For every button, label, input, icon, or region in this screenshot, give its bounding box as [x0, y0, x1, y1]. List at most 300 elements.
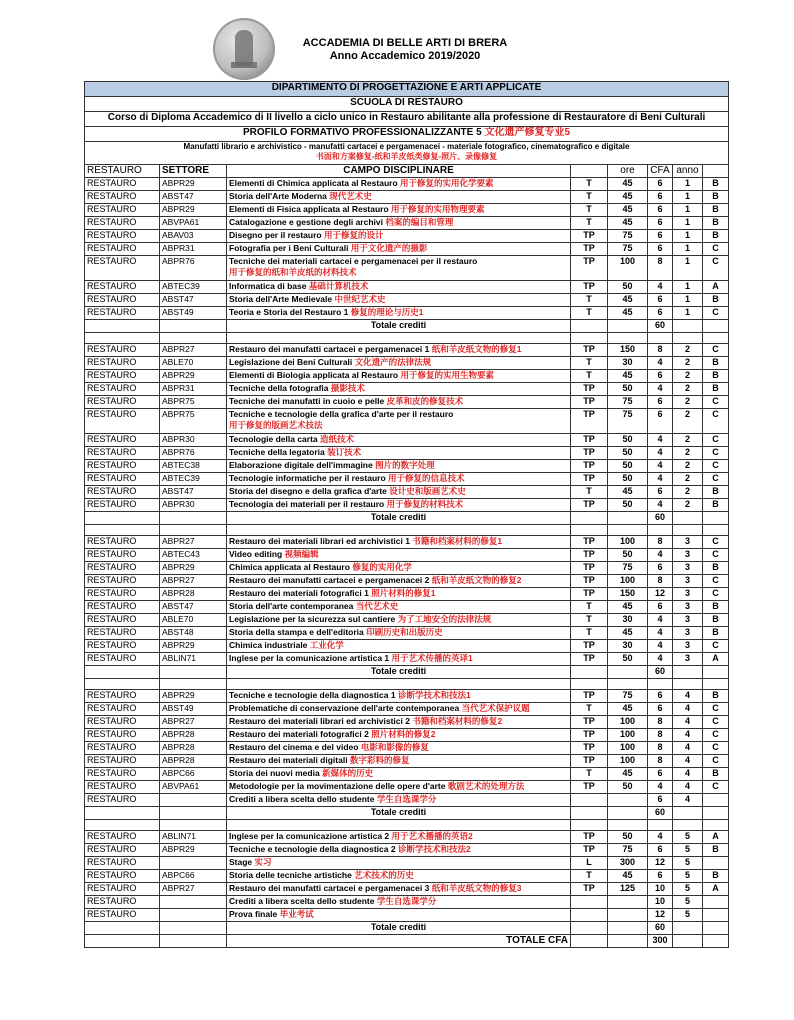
fascia-cell: [703, 857, 729, 870]
course-row: [85, 370, 729, 383]
profile-title-it: PROFILO FORMATIVO PROFESSIONALIZZANTE 5: [242, 127, 482, 138]
fascia-cell: B: [703, 217, 729, 230]
area-cell: RESTAURO: [85, 729, 160, 742]
campo-cn: 毕业考试: [279, 909, 314, 919]
spacer-row: [85, 333, 729, 344]
fascia-cell: C: [703, 396, 729, 409]
ore-cell: 300: [608, 857, 648, 870]
campo-cell: [227, 294, 571, 307]
settore-cell: ABPR27: [160, 575, 227, 588]
ore-cell: 45: [608, 870, 648, 883]
area-cell: RESTAURO: [85, 844, 160, 857]
campo-it: Stage: [229, 857, 253, 867]
cfa-cell: 6: [648, 703, 673, 716]
settore-cell: [160, 896, 227, 909]
campo-cn: 摄影技术: [330, 383, 365, 393]
cfa-cell: 6: [648, 307, 673, 320]
anno-cell: 3: [673, 653, 703, 666]
campo-cn: 用于修复的设计: [323, 230, 384, 240]
fascia-cell: C: [703, 703, 729, 716]
area-cell: RESTAURO: [85, 601, 160, 614]
campo-cell: [227, 383, 571, 396]
year-total-row: [85, 512, 729, 525]
tipo-cell: TP: [571, 549, 608, 562]
campo-cn: 档案的编目和管理: [385, 217, 454, 227]
year-total-row: [85, 320, 729, 333]
campo-it: Restauro dei materiali fotografici 1: [229, 588, 369, 598]
empty-cell: [160, 666, 227, 679]
cfa-cell: 4: [648, 357, 673, 370]
settore-cell: ABPR27: [160, 536, 227, 549]
campo-cn: 设计史和版画艺术史: [389, 486, 466, 496]
campo-cell: [227, 716, 571, 729]
total-value: 60: [648, 666, 673, 679]
settore-cell: ABLIN71: [160, 653, 227, 666]
campo-cn: 纸和羊皮纸文物的修复3: [431, 883, 522, 893]
campo-it: Crediti a libera scelta dello studente: [229, 794, 375, 804]
area-cell: RESTAURO: [85, 909, 160, 922]
campo-cell: [227, 653, 571, 666]
campo-cell: [227, 307, 571, 320]
empty-cell: [673, 333, 703, 344]
empty-cell: [227, 679, 571, 690]
course-row: [85, 844, 729, 857]
column-header-row: [85, 165, 729, 178]
ore-cell: 50: [608, 549, 648, 562]
campo-it: Crediti a libera scelta dello studente: [229, 896, 375, 906]
campo-cell: [227, 191, 571, 204]
ore-cell: 45: [608, 204, 648, 217]
cfa-cell: 6: [648, 230, 673, 243]
campo-it: Storia dell'Arte Medievale: [229, 294, 333, 304]
empty-cell: [160, 807, 227, 820]
empty-cell: [703, 820, 729, 831]
empty-cell: [648, 820, 673, 831]
campo-cn: 学生自选课学分: [376, 896, 437, 906]
settore-cell: ABPR28: [160, 729, 227, 742]
empty-cell: [160, 820, 227, 831]
empty-cell: [160, 320, 227, 333]
campo-it: Tecnologia dei materiali per il restauro: [229, 499, 385, 509]
ore-cell: 100: [608, 742, 648, 755]
area-cell: RESTAURO: [85, 307, 160, 320]
fascia-cell: C: [703, 640, 729, 653]
tipo-cell: T: [571, 627, 608, 640]
course-title: Corso di Diploma Accademico di II livello a ciclo unico in Restauro abilitante alla professione di Restauratore di Beni Culturali: [85, 112, 729, 127]
campo-cell: [227, 896, 571, 909]
fascia-cell: B: [703, 178, 729, 191]
tipo-cell: TP: [571, 473, 608, 486]
total-label: Totale crediti: [227, 807, 571, 820]
curriculum-table: [84, 81, 729, 948]
empty-cell: [227, 525, 571, 536]
cfa-cell: 12: [648, 588, 673, 601]
campo-cell: [227, 243, 571, 256]
anno-cell: 3: [673, 601, 703, 614]
tipo-cell: TP: [571, 409, 608, 434]
ore-cell: 100: [608, 755, 648, 768]
campo-cn: 用于艺术播播的英语2: [391, 831, 473, 841]
course-row: [85, 294, 729, 307]
tipo-cell: TP: [571, 653, 608, 666]
course-row: [85, 383, 729, 396]
area-cell: RESTAURO: [85, 178, 160, 191]
campo-it: Catalogazione e gestione degli archivi: [229, 217, 383, 227]
anno-cell: 4: [673, 794, 703, 807]
empty-cell: [85, 820, 160, 831]
year-total-row: [85, 807, 729, 820]
ore-cell: 50: [608, 434, 648, 447]
fascia-cell: A: [703, 281, 729, 294]
spacer-row: [85, 820, 729, 831]
anno-cell: 2: [673, 460, 703, 473]
campo-cell: [227, 344, 571, 357]
profile-title: [85, 127, 729, 142]
pedestal-icon: [231, 62, 257, 68]
tipo-cell: T: [571, 614, 608, 627]
cfa-cell: 12: [648, 909, 673, 922]
course-row: [85, 447, 729, 460]
course-row: [85, 549, 729, 562]
campo-cn: 新媒体的历史: [322, 768, 374, 778]
course-row: [85, 601, 729, 614]
course-row: [85, 831, 729, 844]
course-row: [85, 883, 729, 896]
empty-cell: [703, 807, 729, 820]
ore-cell: [608, 896, 648, 909]
course-row: [85, 536, 729, 549]
area-cell: RESTAURO: [85, 794, 160, 807]
course-row: [85, 460, 729, 473]
col-settore-header: SETTORE: [160, 165, 227, 178]
ore-cell: 100: [608, 256, 648, 281]
campo-it: Storia dell'Arte Moderna: [229, 191, 327, 201]
fascia-cell: A: [703, 883, 729, 896]
campo-it: Restauro dei materiali fotografici 2: [229, 729, 369, 739]
anno-cell: 3: [673, 549, 703, 562]
campo-cell: [227, 281, 571, 294]
tipo-cell: T: [571, 217, 608, 230]
school-title: SCUOLA DI RESTAURO: [85, 97, 729, 112]
institution-block: [270, 37, 540, 63]
settore-cell: ABST48: [160, 627, 227, 640]
cfa-cell: 8: [648, 256, 673, 281]
tipo-cell: TP: [571, 243, 608, 256]
course-row: [85, 896, 729, 909]
settore-cell: ABPR28: [160, 588, 227, 601]
area-cell: RESTAURO: [85, 857, 160, 870]
ore-cell: 75: [608, 562, 648, 575]
course-row: [85, 614, 729, 627]
campo-cn: 为了工地安全的法律法规: [397, 614, 492, 624]
campo-cn: 视频编辑: [284, 549, 319, 559]
anno-cell: 4: [673, 716, 703, 729]
ore-cell: 45: [608, 768, 648, 781]
anno-cell: 2: [673, 357, 703, 370]
anno-cell: 2: [673, 409, 703, 434]
settore-cell: ABPR29: [160, 562, 227, 575]
empty-cell: [608, 512, 648, 525]
grand-total-row: [85, 935, 729, 948]
campo-cell: [227, 690, 571, 703]
profile-title-cn: 文化遗产修复专业5: [484, 127, 571, 138]
course-row: [85, 344, 729, 357]
settore-cell: ABVPA61: [160, 217, 227, 230]
campo-it: Teoria e Storia del Restauro 1: [229, 307, 349, 317]
ore-cell: 50: [608, 473, 648, 486]
area-cell: RESTAURO: [85, 781, 160, 794]
campo-cell: [227, 781, 571, 794]
campo-it: Elementi di Fisica applicata al Restauro: [229, 204, 389, 214]
anno-cell: 4: [673, 755, 703, 768]
settore-cell: ABST49: [160, 703, 227, 716]
cfa-cell: 6: [648, 486, 673, 499]
empty-cell: [673, 679, 703, 690]
campo-it: Storia del disegno e della grafica d'arte: [229, 486, 387, 496]
empty-cell: [608, 320, 648, 333]
fascia-cell: [703, 896, 729, 909]
campo-cn: 用于修复的纸和羊皮纸的材料技术: [229, 267, 357, 277]
campo-cell: [227, 499, 571, 512]
campo-cell: [227, 575, 571, 588]
col-cfa-header: CFA: [648, 165, 673, 178]
fascia-cell: B: [703, 562, 729, 575]
empty-cell: [703, 525, 729, 536]
cfa-cell: 6: [648, 409, 673, 434]
ore-cell: 100: [608, 536, 648, 549]
tipo-cell: TP: [571, 716, 608, 729]
course-row: [85, 857, 729, 870]
campo-cn: 中世纪艺术史: [334, 294, 386, 304]
col-tipo-header: [571, 165, 608, 178]
cfa-cell: 8: [648, 716, 673, 729]
tipo-cell: TP: [571, 781, 608, 794]
area-cell: RESTAURO: [85, 562, 160, 575]
fascia-cell: C: [703, 729, 729, 742]
tipo-cell: TP: [571, 831, 608, 844]
campo-cell: [227, 742, 571, 755]
course-row: [85, 434, 729, 447]
tipo-cell: T: [571, 370, 608, 383]
empty-cell: [648, 679, 673, 690]
course-row: [85, 357, 729, 370]
anno-cell: 5: [673, 831, 703, 844]
empty-cell: [160, 333, 227, 344]
settore-cell: ABST47: [160, 601, 227, 614]
ore-cell: 50: [608, 281, 648, 294]
cfa-cell: 8: [648, 536, 673, 549]
cfa-cell: 4: [648, 281, 673, 294]
campo-it: Restauro dei materiali librari ed archivistici 1: [229, 536, 410, 546]
cfa-cell: 4: [648, 434, 673, 447]
anno-cell: 3: [673, 536, 703, 549]
empty-cell: [571, 935, 608, 948]
area-cell: RESTAURO: [85, 357, 160, 370]
campo-cn: 印刷历史和出版历史: [366, 627, 443, 637]
fascia-cell: B: [703, 383, 729, 396]
empty-cell: [160, 525, 227, 536]
fascia-cell: C: [703, 434, 729, 447]
area-cell: RESTAURO: [85, 588, 160, 601]
empty-cell: [85, 935, 160, 948]
cfa-cell: 6: [648, 191, 673, 204]
campo-cell: [227, 396, 571, 409]
campo-cell: [227, 768, 571, 781]
campo-it: Tecniche dei materiali cartacei e pergamenacei per il restauro: [229, 256, 478, 266]
anno-cell: 2: [673, 383, 703, 396]
campo-cell: [227, 536, 571, 549]
ore-cell: 125: [608, 883, 648, 896]
campo-cn: 当代艺术史: [355, 601, 399, 611]
empty-cell: [608, 525, 648, 536]
cfa-cell: 10: [648, 896, 673, 909]
campo-cn: 用于艺术传播的英译1: [391, 653, 473, 663]
empty-cell: [703, 512, 729, 525]
campo-cn: 艺术技术的历史: [354, 870, 414, 880]
settore-cell: ABPR28: [160, 742, 227, 755]
fascia-cell: C: [703, 536, 729, 549]
ore-cell: 150: [608, 344, 648, 357]
ore-cell: [608, 909, 648, 922]
course-row: [85, 703, 729, 716]
fascia-cell: A: [703, 653, 729, 666]
anno-cell: 2: [673, 344, 703, 357]
spacer-row: [85, 679, 729, 690]
campo-cell: [227, 204, 571, 217]
empty-cell: [608, 922, 648, 935]
col-anno-header: anno: [673, 165, 703, 178]
empty-cell: [160, 512, 227, 525]
empty-cell: [673, 935, 703, 948]
area-cell: RESTAURO: [85, 243, 160, 256]
empty-cell: [160, 922, 227, 935]
tipo-cell: TP: [571, 344, 608, 357]
ore-cell: 30: [608, 614, 648, 627]
campo-it: Tecniche e tecnologie della grafica d'arte per il restauro: [229, 409, 454, 419]
ore-cell: 45: [608, 601, 648, 614]
course-row: [85, 588, 729, 601]
tipo-cell: T: [571, 768, 608, 781]
campo-cell: [227, 370, 571, 383]
campo-cell: [227, 640, 571, 653]
course-row: [85, 768, 729, 781]
campo-cn: 修复的理论与历史1: [350, 307, 424, 317]
area-cell: RESTAURO: [85, 896, 160, 909]
empty-cell: [703, 935, 729, 948]
fascia-cell: B: [703, 486, 729, 499]
course-row: [85, 409, 729, 434]
settore-cell: ABPR27: [160, 716, 227, 729]
cfa-cell: 4: [648, 499, 673, 512]
campo-it: Elementi di Biologia applicata al Restauro: [229, 370, 399, 380]
settore-cell: ABPC66: [160, 768, 227, 781]
tipo-cell: T: [571, 601, 608, 614]
fascia-cell: B: [703, 768, 729, 781]
fascia-cell: C: [703, 588, 729, 601]
empty-cell: [703, 679, 729, 690]
ore-cell: 30: [608, 357, 648, 370]
campo-cn: 用于修复的实用化学要素: [400, 178, 494, 188]
total-label: Totale crediti: [227, 666, 571, 679]
campo-it: Storia dell'arte contemporanea: [229, 601, 354, 611]
fascia-cell: C: [703, 755, 729, 768]
total-label: Totale crediti: [227, 922, 571, 935]
ore-cell: 45: [608, 703, 648, 716]
settore-cell: ABTEC38: [160, 460, 227, 473]
campo-cell: [227, 857, 571, 870]
tipo-cell: TP: [571, 588, 608, 601]
settore-cell: ABTEC39: [160, 473, 227, 486]
campo-cell: [227, 729, 571, 742]
ore-cell: 100: [608, 716, 648, 729]
cfa-cell: 8: [648, 575, 673, 588]
ore-cell: 50: [608, 383, 648, 396]
cfa-cell: 6: [648, 204, 673, 217]
ore-cell: 50: [608, 460, 648, 473]
empty-cell: [608, 807, 648, 820]
empty-cell: [571, 333, 608, 344]
anno-cell: 1: [673, 294, 703, 307]
campo-cn: 当代艺术保护议题: [461, 703, 530, 713]
anno-cell: 1: [673, 191, 703, 204]
fascia-cell: C: [703, 575, 729, 588]
campo-it: Disegno per il restauro: [229, 230, 322, 240]
course-row: [85, 575, 729, 588]
academy-seal-logo: [213, 18, 275, 80]
campo-it: Tecniche e tecnologie della diagnostica 1: [229, 690, 396, 700]
ore-cell: 30: [608, 640, 648, 653]
area-cell: RESTAURO: [85, 486, 160, 499]
year-total-row: [85, 666, 729, 679]
ore-cell: [608, 794, 648, 807]
cfa-cell: 6: [648, 396, 673, 409]
empty-cell: [673, 320, 703, 333]
empty-cell: [571, 679, 608, 690]
empty-cell: [608, 820, 648, 831]
total-value: 60: [648, 320, 673, 333]
tipo-cell: TP: [571, 640, 608, 653]
area-cell: RESTAURO: [85, 344, 160, 357]
area-cell: RESTAURO: [85, 575, 160, 588]
settore-cell: ABST47: [160, 486, 227, 499]
empty-cell: [648, 525, 673, 536]
ore-cell: 100: [608, 575, 648, 588]
cfa-cell: 4: [648, 549, 673, 562]
empty-cell: [85, 807, 160, 820]
settore-cell: ABST47: [160, 294, 227, 307]
campo-cn: 修复的实用化学: [352, 562, 412, 572]
tipo-cell: T: [571, 307, 608, 320]
empty-cell: [673, 666, 703, 679]
settore-cell: ABPR75: [160, 409, 227, 434]
cfa-cell: 8: [648, 742, 673, 755]
campo-cell: [227, 614, 571, 627]
anno-cell: 5: [673, 896, 703, 909]
campo-cn: 书籍和档案材料的修复2: [412, 716, 503, 726]
campo-cn: 电影和影像的修复: [360, 742, 429, 752]
tipo-cell: TP: [571, 844, 608, 857]
tipo-cell: TP: [571, 396, 608, 409]
campo-cell: [227, 460, 571, 473]
total-value: 60: [648, 512, 673, 525]
fascia-cell: C: [703, 447, 729, 460]
campo-cell: [227, 447, 571, 460]
cfa-cell: 10: [648, 883, 673, 896]
settore-cell: ABPR29: [160, 690, 227, 703]
area-cell: RESTAURO: [85, 536, 160, 549]
area-cell: RESTAURO: [85, 256, 160, 281]
ore-cell: 45: [608, 370, 648, 383]
